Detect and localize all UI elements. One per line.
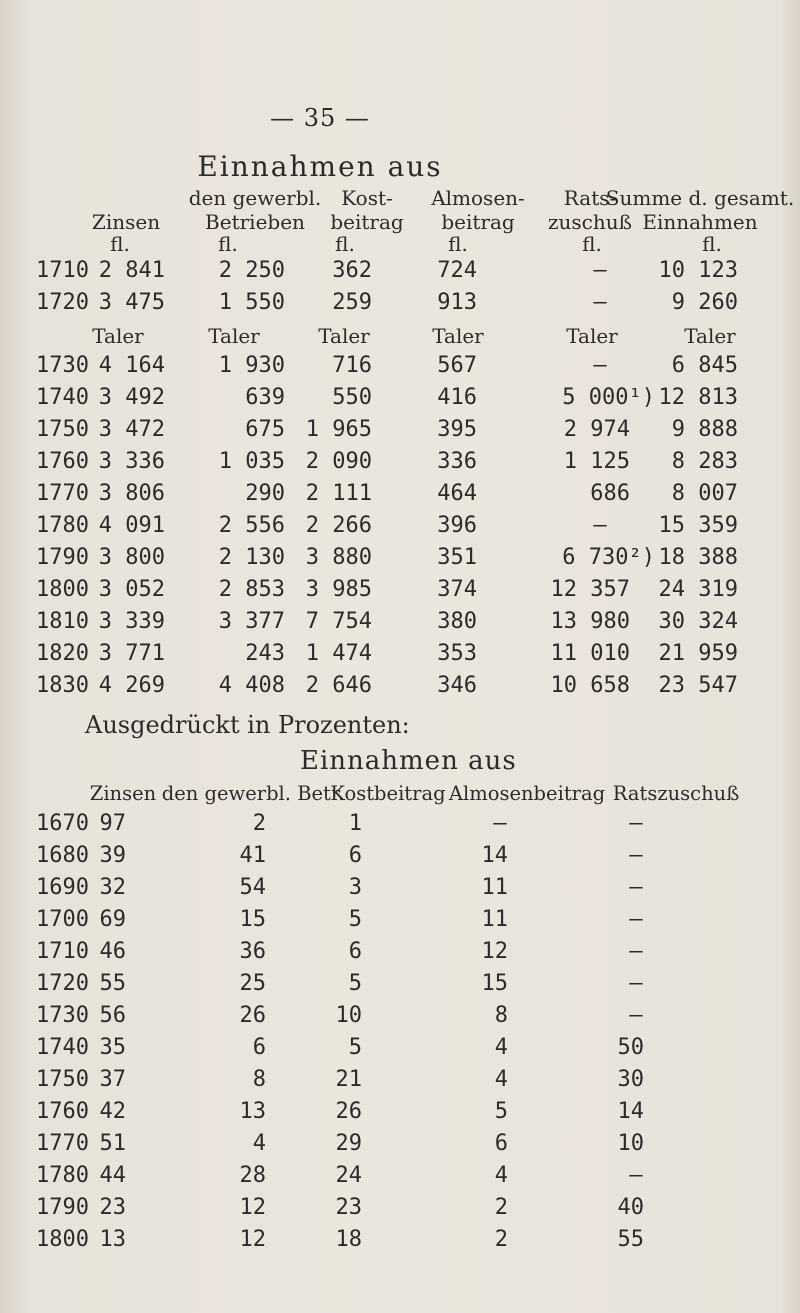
table-row: 1740 3 492 639 550 416 5 000¹) 12 813 bbox=[36, 385, 738, 410]
unit-taler: Taler bbox=[318, 324, 370, 348]
unit-fl: fl. bbox=[448, 232, 468, 256]
table-row: 1780 4 091 2 556 2 266 396 — 15 359 bbox=[36, 513, 738, 538]
table-row: 1720 3 475 1 550 259 913 — 9 260 bbox=[36, 290, 738, 315]
unit-fl: fl. bbox=[582, 232, 602, 256]
table2-header-gewerbl: den gewerbl. Betr. bbox=[161, 782, 345, 805]
table1-header-kost-l2: beitrag bbox=[330, 210, 404, 234]
table1-heading: Einnahmen aus bbox=[197, 150, 443, 183]
table-row: 1820 3 771 243 1 474 353 11 010 21 959 bbox=[36, 641, 738, 666]
table-row: 1730 56 26 10 8 — bbox=[36, 1003, 643, 1028]
unit-taler: Taler bbox=[208, 324, 260, 348]
unit-taler: Taler bbox=[684, 324, 736, 348]
unit-fl: fl. bbox=[702, 232, 722, 256]
table2-heading: Einnahmen aus bbox=[300, 746, 517, 776]
table1-header-zinsen: Zinsen bbox=[91, 210, 161, 234]
table2-header-almosen: Almosenbeitrag bbox=[448, 782, 606, 805]
unit-fl: fl. bbox=[218, 232, 238, 256]
table-row: 1770 3 806 290 2 111 464 686 8 007 bbox=[36, 481, 738, 506]
table-row: 1710 2 841 2 250 362 724 — 10 123 bbox=[36, 258, 738, 283]
table1-header-betriebe-l1: den gewerbl. bbox=[188, 186, 322, 210]
unit-taler: Taler bbox=[92, 324, 144, 348]
table-row: 1730 4 164 1 930 716 567 — 6 845 bbox=[36, 353, 738, 378]
table-row: 1800 13 12 18 2 55 bbox=[36, 1227, 644, 1252]
table1-header-kost-l1: Kost- bbox=[341, 186, 393, 210]
table-row: 1750 37 8 21 4 30 bbox=[36, 1067, 644, 1092]
table-row: 1720 55 25 5 15 — bbox=[36, 971, 643, 996]
page-number: — 35 — bbox=[270, 104, 370, 132]
table-row: 1710 46 36 6 12 — bbox=[36, 939, 643, 964]
table-row: 1790 23 12 23 2 40 bbox=[36, 1195, 644, 1220]
table-row: 1800 3 052 2 853 3 985 374 12 357 24 319 bbox=[36, 577, 738, 602]
table1-header-summe-l1: Summe d. gesamt. bbox=[605, 186, 795, 210]
unit-taler: Taler bbox=[432, 324, 484, 348]
unit-fl: fl. bbox=[110, 232, 130, 256]
unit-fl: fl. bbox=[335, 232, 355, 256]
unit-taler: Taler bbox=[566, 324, 618, 348]
table-row: 1790 3 800 2 130 3 880 351 6 730²) 18 388 bbox=[36, 545, 738, 570]
table-row: 1690 32 54 3 11 — bbox=[36, 875, 643, 900]
table-row: 1680 39 41 6 14 — bbox=[36, 843, 643, 868]
table-row: 1770 51 4 29 6 10 bbox=[36, 1131, 644, 1156]
table-row: 1700 69 15 5 11 — bbox=[36, 907, 643, 932]
table-row: 1780 44 28 24 4 — bbox=[36, 1163, 643, 1188]
table1-header-almosen-l1: Almosen- bbox=[431, 186, 525, 210]
table1-header-almosen-l2: beitrag bbox=[441, 210, 515, 234]
table1-header-rats-l1: Rats- bbox=[563, 186, 617, 210]
table-row: 1830 4 269 4 408 2 646 346 10 658 23 547 bbox=[36, 673, 738, 698]
table-row: 1670 97 2 1 — — bbox=[36, 811, 643, 836]
table2-caption: Ausgedrückt in Prozenten: bbox=[85, 711, 410, 739]
table2-header-zinsen: Zinsen bbox=[89, 782, 157, 805]
table-row: 1760 42 13 26 5 14 bbox=[36, 1099, 644, 1124]
table1-header-rats-l2: zuschuß bbox=[547, 210, 633, 234]
table-row: 1750 3 472 675 1 965 395 2 974 9 888 bbox=[36, 417, 738, 442]
table-row: 1740 35 6 5 4 50 bbox=[36, 1035, 644, 1060]
table-row: 1760 3 336 1 035 2 090 336 1 125 8 283 bbox=[36, 449, 738, 474]
table1-header-betriebe-l2: Betrieben bbox=[205, 210, 305, 234]
table2-header-rats: Ratszuschuß bbox=[612, 782, 740, 805]
table1-header-summe-l2: Einnahmen bbox=[642, 210, 758, 234]
table2-header-kost: Kostbeitrag bbox=[330, 782, 446, 805]
table-row: 1810 3 339 3 377 7 754 380 13 980 30 324 bbox=[36, 609, 738, 634]
